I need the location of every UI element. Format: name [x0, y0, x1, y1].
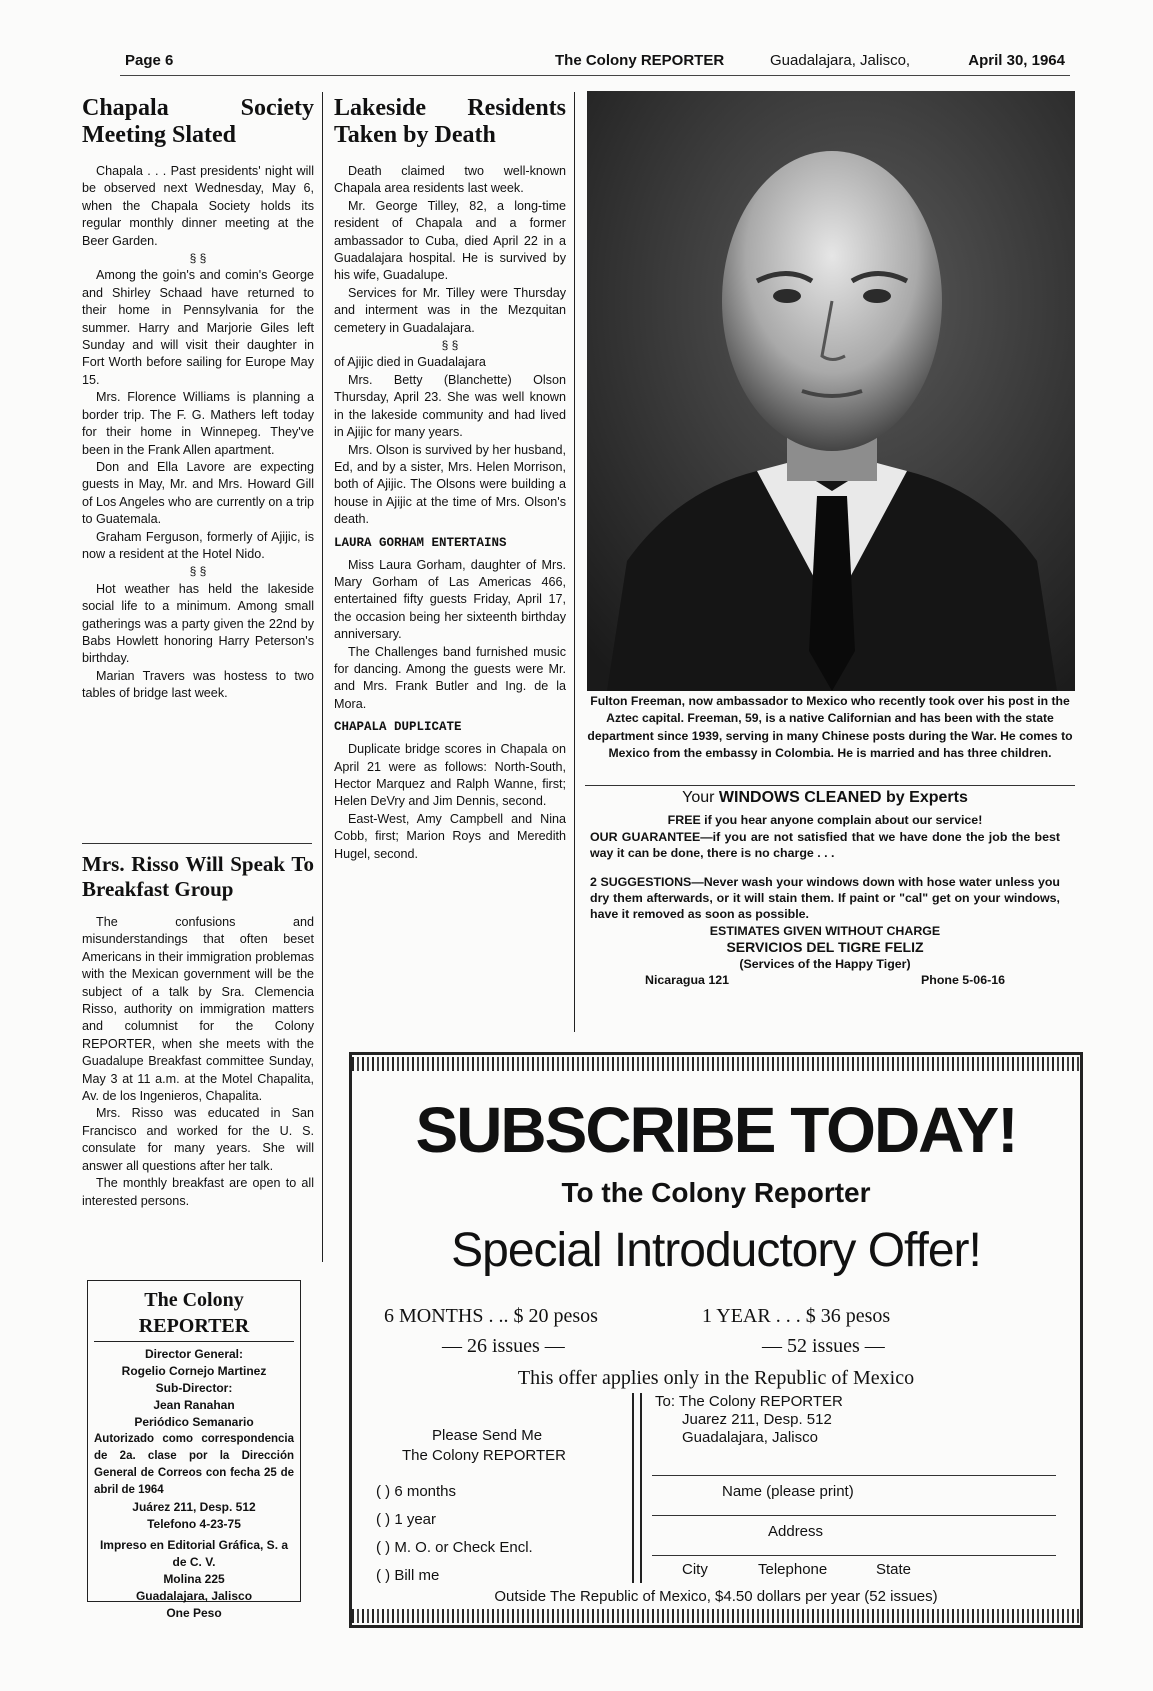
paragraph: Mrs. Betty (Blanchette) Olson Thursday, April 23. She was well known in the lakeside community and had lived in Ajijic for many years.: [334, 372, 566, 440]
staff-line: Juárez 211, Desp. 512: [132, 1500, 256, 1514]
masthead: [125, 52, 1065, 74]
ad-line: FREE if you hear anyone complain about our service!: [667, 813, 983, 828]
paragraph: Among the goin's and comin's George and Shirley Schaad have returned to their home in Pennsylvania for the summer. Harry and Marjorie Giles left Sunday and will visit their daughter in Fort Worth before sailing for Europe May 15.: [82, 268, 314, 387]
mail-to-line: To: The Colony REPORTER: [655, 1393, 843, 1410]
paragraph: Chapala . . . Past presidents' night will be observed next Wednesday, May 6, when the Chapala Society holds its regular monthly dinner meeting at the Beer Garden.: [82, 164, 314, 248]
subscription-ad: [349, 1052, 1083, 1628]
form-line: [652, 1475, 1056, 1476]
paragraph: Don and Ella Lavore are expecting guests in May, Mr. and Mrs. Howard Gill of Los Angeles who are currently on a trip to Guatemala.: [82, 459, 314, 527]
subscribe-subtitle: To the Colony Reporter: [561, 1177, 871, 1208]
telephone-field-label: Telephone: [758, 1561, 828, 1578]
staff-line: Molina 225: [163, 1572, 225, 1586]
staff-line: One Peso: [166, 1606, 222, 1620]
column-rule: [574, 92, 575, 1032]
send-me-label: The Colony REPORTER: [402, 1447, 566, 1464]
paragraph: of Ajijic died in Guadalajara: [334, 355, 486, 370]
paragraph: Mrs. Risso was educated in San Francisco and worked for the U. S. consulate for many years. She will answer all questions after her talk.: [82, 1106, 314, 1173]
page-number: Page 6: [125, 52, 174, 69]
ad-top-rule: [585, 785, 1075, 786]
ad-line: 2 SUGGESTIONS—Never wash your windows down with hose water unless you dry them afterwards, or it will stain them. If paint or "cal" get on your windows, have it removed as soon as possible.: [590, 874, 1060, 922]
staff-line: Sub-Director:: [155, 1381, 233, 1395]
staff-line: Periódico Semanario: [134, 1415, 254, 1429]
column-rule: [322, 92, 323, 1262]
paragraph: Hot weather has held the lakeside social life to a minimum. Among small gatherings was a party given the 22nd by Babs Howlett honoring Harry Peterson's birthday.: [82, 581, 314, 666]
six-month-price: 6 MONTHS . .. $ 20 pesos: [384, 1305, 598, 1327]
issue-date: April 30, 1964: [968, 52, 1065, 69]
mail-to-line: Juarez 211, Desp. 512: [682, 1411, 832, 1428]
section-separator: § §: [189, 251, 207, 266]
staff-line: Jean Ranahan: [153, 1398, 235, 1412]
address-field-label: Address: [768, 1523, 824, 1540]
headline: Chapala Society Meeting Slated: [82, 95, 314, 148]
form-divider: [632, 1393, 642, 1583]
section-separator: § §: [189, 564, 207, 579]
ad-contact: [590, 972, 1060, 989]
name-field-line[interactable]: [652, 1515, 1056, 1516]
option-1-year[interactable]: ( ) 1 year: [376, 1511, 437, 1528]
paragraph: The monthly breakfast are open to all interested persons.: [82, 1176, 314, 1208]
city-field-label: City: [682, 1561, 708, 1578]
publication-name: The Colony REPORTER: [555, 52, 725, 69]
dateline-place: Guadalajara, Jalisco,: [770, 52, 911, 69]
staff-line: Guadalajara, Jalisco: [135, 1589, 253, 1603]
subhead: LAURA GORHAM ENTERTAINS: [334, 535, 507, 550]
staff-line: Telefono 4-23-75: [147, 1517, 241, 1531]
paragraph: Mrs. Florence Williams is planning a border trip. The F. G. Mathers left today for their home in Winnepeg. They've been in the Frank Allen apartment.: [82, 390, 314, 457]
ad-line: (Services of the Happy Tiger): [739, 956, 911, 971]
staff-line: Autorizado como correspondencia de 2a. clase por la Dirección General de Correos con fecha 25 de abril de 1964: [94, 1433, 294, 1496]
photo-caption: Fulton Freeman, now ambassador to Mexico who recently took over his post in the Aztec capital. Freeman, 59, is a native Californian and has been with the state department since 1939, serving in many Chinese posts during the War. He comes to Mexico from the embassy in Colombia. He is married and has three children.: [587, 694, 1073, 760]
option-6-months[interactable]: ( ) 6 months: [376, 1483, 457, 1500]
portrait-illustration: [587, 91, 1075, 691]
ad-address: Nicaragua 121: [645, 973, 730, 988]
ad-company-name: SERVICIOS DEL TIGRE FELIZ: [726, 939, 924, 956]
outside-mexico-price: Outside The Republic of Mexico, $4.50 dollars per year (52 issues): [494, 1588, 938, 1605]
state-field-label: State: [876, 1561, 912, 1578]
headline: Lakeside Residents Taken by Death: [334, 95, 566, 148]
paragraph: Mrs. Olson is survived by her husband, Ed, and by a sister, Mrs. Helen Morrison, both of Ajijic. The Olsons were building a house in Ajijic at the time of Mrs. Olson's death.: [334, 442, 566, 527]
lakeside-deaths-article: [334, 95, 566, 863]
name-field-label: Name (please print): [722, 1483, 854, 1500]
paragraph: The confusions and misunderstandings that often beset Americans in their immigration problemas with the Mexican government will be the subject of a talk by Sra. Clemencia Risso, authority on immigration matters and columnist for the Colony REPORTER, when she meets with the Guadalupe Breakfast committee Sunday, May 3 at 11 a.m. at the Motel Chapalita, Av. de los Ingenieros, Chapalita.: [82, 915, 314, 1104]
ad-line: ESTIMATES GIVEN WITHOUT CHARGE: [709, 923, 941, 938]
paragraph: The Challenges band furnished music for dancing. Among the guests were Mr. and Mrs. Frank Butler and Ing. de la Mora.: [334, 644, 566, 711]
section-separator: § §: [441, 338, 459, 353]
masthead-rule: [120, 75, 1070, 76]
subscribe-title: SUBSCRIBE TODAY!: [415, 1094, 1017, 1166]
risso-article: [82, 852, 314, 1210]
paragraph: Graham Ferguson, formerly of Ajijic, is now a resident at the Hotel Nido.: [82, 529, 314, 561]
option-bill-me[interactable]: ( ) Bill me: [376, 1567, 440, 1584]
staff-line: Director General:: [144, 1347, 244, 1361]
article-divider: [82, 843, 312, 844]
paragraph: Services for Mr. Tilley were Thursday and interment was in the Mezquitan cemetery in Guadalajara.: [334, 285, 566, 335]
option-money-order[interactable]: ( ) M. O. or Check Encl.: [376, 1539, 533, 1556]
staff-box-title: The Colony REPORTER: [94, 1287, 294, 1342]
paragraph: Mr. George Tilley, 82, a long-time resident of Chapala and a former ambassador to Cuba, died April 22 in a Guadalajara hospital. He is survived by his wife, Guadalupe.: [334, 198, 566, 283]
one-year-issues: — 52 issues —: [762, 1335, 885, 1357]
paragraph: Death claimed two well-known Chapala area residents last week.: [334, 164, 566, 196]
six-month-issues: — 26 issues —: [442, 1335, 565, 1357]
paragraph: Marian Travers was hostess to two tables of bridge last week.: [82, 668, 314, 701]
paragraph: Duplicate bridge scores in Chapala on April 21 were as follows: North-South, Hector Marquez and Ralph Wanne, first; Helen DeVry and Jim Dennis, second.: [334, 742, 566, 809]
ornamental-border: [352, 1609, 1080, 1623]
one-year-price: 1 YEAR . . . $ 36 pesos: [702, 1305, 891, 1327]
staff-box: [87, 1280, 301, 1620]
send-me-label: Please Send Me: [432, 1427, 543, 1444]
portrait-photo: [587, 91, 1075, 691]
ad-phone: Phone 5-06-16: [920, 973, 1005, 988]
mail-to-line: Guadalajara, Jalisco: [682, 1429, 818, 1446]
chapala-society-article: [82, 95, 314, 703]
ad-title: Your WINDOWS CLEANED by Experts: [682, 789, 968, 806]
ornamental-border: [352, 1057, 1080, 1071]
address-field-line[interactable]: [652, 1555, 1056, 1556]
subhead: CHAPALA DUPLICATE: [334, 720, 462, 735]
staff-line: Impreso en Editorial Gráfica, S. a de C. V.: [99, 1538, 289, 1569]
offer-applies: This offer applies only in the Republic of Mexico: [517, 1367, 915, 1389]
staff-line: Rogelio Cornejo Martinez: [121, 1364, 267, 1378]
ad-line: OUR GUARANTEE—if you are not satisfied that we have done the job the best way it can be done, there is no charge . . .: [590, 829, 1060, 861]
paragraph: East-West, Amy Campbell and Nina Cobb, first; Marion Roys and Meredith Hugel, second.: [334, 811, 566, 861]
subscribe-offer: Special Introductory Offer!: [451, 1224, 981, 1277]
window-cleaning-ad: [590, 790, 1060, 989]
headline: Mrs. Risso Will Speak To Breakfast Group: [82, 852, 314, 901]
paragraph: Miss Laura Gorham, daughter of Mrs. Mary Gorham of Las Americas 466, entertained fifty guests Friday, April 17, the occasion being her sixteenth birthday anniversary.: [334, 557, 566, 642]
